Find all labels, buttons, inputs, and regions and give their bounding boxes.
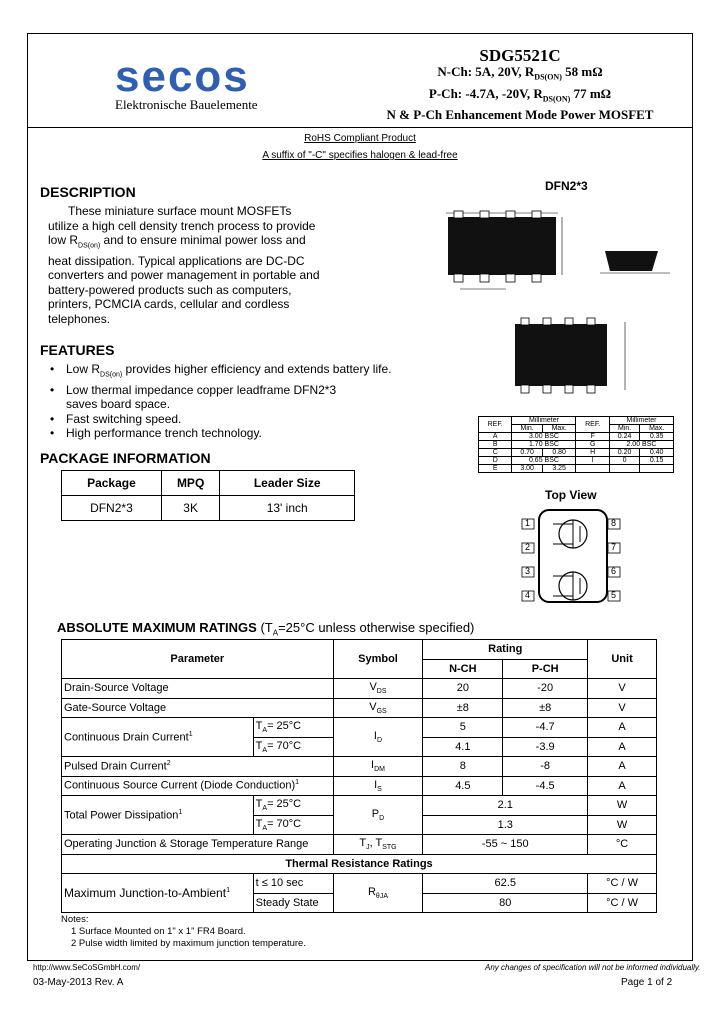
feature-item: • Low $R_{DS(on)}$ provides higher efficiency and extends battery life. xyxy=(48,362,418,383)
title-block xyxy=(370,48,670,123)
pin-label: 7 xyxy=(611,542,617,552)
features-heading: FEATURES xyxy=(40,342,115,358)
package-side-drawing xyxy=(440,195,690,305)
footer-page: Page 1 of 2 xyxy=(621,977,673,988)
logo-subtitle: Elektronische Bauelemente xyxy=(115,97,258,112)
col-header-parameter: Parameter xyxy=(62,640,334,679)
table-row: Maximum Junction-to-Ambient$^1$ t ≤ 10 sec $R_{\theta JA}$ 62.5 °C / W xyxy=(62,874,657,894)
package-table xyxy=(61,470,355,521)
header-divider xyxy=(27,127,693,128)
table-row xyxy=(62,854,657,874)
col-header-nch: N-CH xyxy=(423,659,503,679)
dim-header: Millimeter xyxy=(512,417,576,425)
pkg-cell: 3K xyxy=(161,496,220,521)
pkg-cell: DFN2*3 xyxy=(62,496,162,521)
table-row: Total Power Dissipation$^1$ $T_A= 25^\circ C$ $P_D$ 2.1 W xyxy=(62,796,657,816)
table-row: Gate-Source Voltage $V_{GS}$ ±8 ±8 V xyxy=(62,698,657,718)
feature-item: • Low thermal impedance copper leadframe DFN2*3 xyxy=(48,383,418,398)
pin-label: 3 xyxy=(525,566,531,576)
drawing-title: DFN2*3 xyxy=(545,179,588,193)
col-header-symbol: Symbol xyxy=(333,640,423,679)
dim-header: REF. xyxy=(576,417,609,433)
top-view-title: Top View xyxy=(545,488,597,502)
table-row: Continuous Drain Current$^1$ $T_A= 25^\circ C$ $I_D$ 5 -4.7 A xyxy=(62,718,657,738)
logo-wordmark: secos xyxy=(115,52,250,101)
amr-heading: ABSOLUTE MAXIMUM RATINGS ($T_A=25^\circ C$ unless otherwise specified) xyxy=(57,620,475,638)
pkg-col-header: Package xyxy=(62,471,162,496)
table-row: Steady State 80 °C / W xyxy=(62,893,657,913)
pin-label: 8 xyxy=(611,518,617,528)
table-row: $T_A= 70^\circ C$ 4.1 -3.9 A xyxy=(62,737,657,757)
part-number: SDG5521C xyxy=(479,46,561,65)
notes xyxy=(61,914,306,950)
description-text: These miniature surface mount MOSFETs utilize a high cell density trench process to provide low $R_{DS(on)}$ and to ensure minimal power loss and heat dissipation. Typical applications are DC-DC converters and power management in portable and battery-powered products such as computers, printers, PCMCIA cards, cellular and cordless telephones. xyxy=(48,204,320,326)
pin-label: 2 xyxy=(525,542,531,552)
footer-date: 03-May-2013 Rev. A xyxy=(33,977,124,988)
pin-label: 6 xyxy=(611,566,617,576)
note-item: 2 Pulse width limited by maximum junction temperature. xyxy=(71,938,306,949)
pkg-cell: 13' inch xyxy=(220,496,355,521)
footer-url[interactable]: http://www.SeCoSGmbH.com/ xyxy=(33,963,141,972)
notes-title: Notes: xyxy=(61,914,89,925)
rohs-line: RoHS Compliant Product xyxy=(304,133,416,144)
table-row: Operating Junction & Storage Temperature Range $T_J$, $T_{STG}$ -55 ~ 150 °C xyxy=(62,835,657,855)
feature-item: • Fast switching speed. xyxy=(48,412,418,427)
device-type: N & P-Ch Enhancement Mode Power MOSFET xyxy=(386,107,654,123)
pin-label: 4 xyxy=(525,590,531,600)
table-row: Pulsed Drain Current$^2$ $I_{DM}$ 8 -8 A xyxy=(62,757,657,777)
package-bottom-drawing xyxy=(503,312,643,402)
dim-header: REF. xyxy=(479,417,512,433)
pin-label: 5 xyxy=(611,590,617,600)
table-row: Continuous Source Current (Diode Conduction)$^1$ $I_S$ 4.5 -4.5 A xyxy=(62,776,657,796)
description-heading: DESCRIPTION xyxy=(40,184,136,200)
company-logo xyxy=(115,52,258,113)
dimension-table: REF. Millimeter REF. Millimeter Min. Max. Min. Max. A 3.00 BSC F 0.24 0.35 B 1.70 BSC G 2.00 BSC C 0.70 0.80 H 0.20 0.40 D 0.65 BSC I 0 0.15 E 3.00 3.25 xyxy=(478,416,674,473)
feature-item-cont: saves board space. xyxy=(66,397,171,412)
table-row: $T_A= 70^\circ C$ 1.3 W xyxy=(62,815,657,835)
table-row: Drain-Source Voltage $V_{DS}$ 20 -20 V xyxy=(62,679,657,699)
dim-subheader: Max. xyxy=(542,425,576,433)
col-header-pch: P-CH xyxy=(503,659,588,679)
note-item: 1 Surface Mounted on 1" x 1" FR4 Board. xyxy=(71,926,246,937)
nch-spec: N-Ch: 5A, 20V, $R_{DS(ON)}$ 58 mΩ xyxy=(437,64,603,82)
dim-subheader: Min. xyxy=(609,425,639,433)
features-list xyxy=(48,362,418,441)
col-header-rating: Rating xyxy=(423,640,588,660)
dim-header: Millimeter xyxy=(609,417,673,425)
dim-subheader: Min. xyxy=(512,425,542,433)
pin-label: 1 xyxy=(525,518,531,528)
pkg-col-header: Leader Size xyxy=(220,471,355,496)
footer-disclaimer: Any changes of specification will not be informed individually. xyxy=(485,963,701,972)
package-heading: PACKAGE INFORMATION xyxy=(40,450,211,466)
ratings-table xyxy=(61,639,657,913)
dim-subheader: Max. xyxy=(640,425,674,433)
thermal-heading: Thermal Resistance Ratings xyxy=(62,854,657,874)
halogen-line: A suffix of "-C" specifies halogen & lead-free xyxy=(262,150,458,161)
pkg-col-header: MPQ xyxy=(161,471,220,496)
feature-item: • High performance trench technology. xyxy=(48,426,418,441)
col-header-unit: Unit xyxy=(588,640,657,679)
pch-spec: P-Ch: -4.7A, -20V, $R_{DS(ON)}$ 77 mΩ xyxy=(428,85,612,104)
